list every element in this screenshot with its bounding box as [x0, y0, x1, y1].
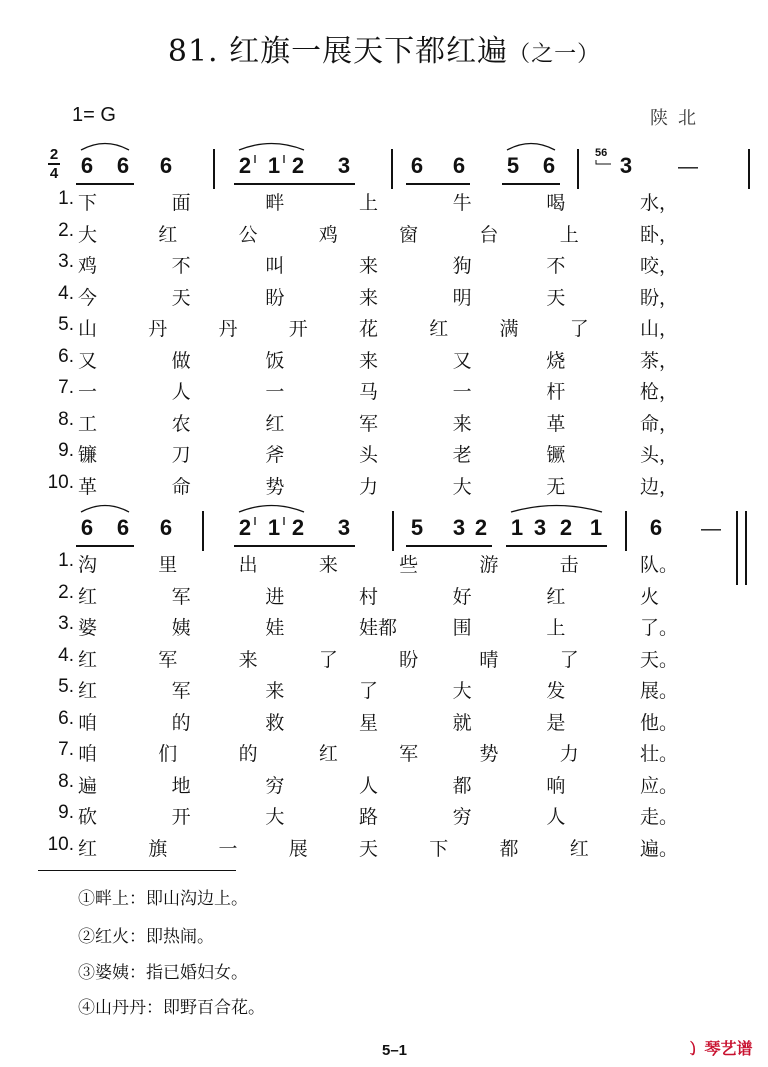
lyric-char: 又 [78, 349, 98, 372]
lyric-char: 农 [171, 412, 191, 435]
sustain-dash: — [701, 518, 721, 540]
verse-number: 6. [58, 345, 74, 367]
lyric-char: 都 [452, 774, 472, 797]
note: 6 [80, 153, 94, 178]
lyric-char: 咬， [640, 255, 679, 277]
slur [81, 506, 129, 513]
lyric-char: 红 [546, 585, 566, 608]
note: 3 [452, 515, 466, 540]
note: 3 [337, 153, 351, 178]
note: 2 [474, 515, 488, 540]
lyric-char: 盼 [399, 648, 419, 671]
note: 6 [116, 515, 130, 540]
lyric-char: 咱 [78, 711, 98, 734]
lyric-char: 红 [429, 318, 449, 340]
lyric-char: 就 [452, 711, 472, 734]
footnote-1: ①畔上：即山沟边上。 [78, 889, 248, 909]
lyric-char: 大 [452, 475, 472, 498]
lyric-char: 队。 [640, 554, 679, 576]
lyric-char: 天 [171, 286, 191, 309]
lyric-char: 红 [158, 223, 178, 246]
lyric-char: 山 [78, 318, 98, 340]
lyric-char: 一 [218, 837, 238, 860]
lyric-char: 上 [359, 192, 379, 214]
verse-number: 6. [58, 707, 74, 729]
lyric-char: 老 [452, 444, 472, 466]
lyric-char: 叫 [265, 255, 285, 277]
lyric-char: 喝 [546, 192, 566, 214]
verse-number: 7. [58, 739, 74, 760]
lyric-char: 沟 [78, 554, 98, 576]
lyric-char: 来 [318, 554, 338, 576]
lyric-char: 花 [359, 318, 379, 340]
lyric-char: 红 [78, 680, 98, 702]
lyric-char: 来 [359, 349, 379, 372]
lyric-char: 大 [78, 223, 98, 246]
lyric-char: 盼， [640, 286, 679, 309]
lyric-char: 了。 [640, 617, 679, 639]
lyric-char: 旗 [148, 837, 168, 860]
lyric-char: 力 [359, 475, 379, 498]
lyric-char: 天 [359, 837, 379, 860]
footnote-3: ③婆姨：指已婚妇女。 [78, 963, 248, 983]
sustain-dash: — [678, 156, 698, 178]
slur [507, 144, 555, 151]
lyric-char: 娃 [265, 617, 285, 639]
note: 3 [619, 153, 633, 178]
lyric-char: 是 [546, 711, 566, 734]
verse-number: 3. [58, 613, 74, 634]
note: 1 [267, 515, 281, 540]
lyric-char: 好 [452, 585, 472, 608]
lyric-char: 人 [171, 381, 191, 403]
verse-number: 9. [58, 440, 74, 461]
lyric-char: 狗 [452, 255, 472, 277]
lyric-char: 了 [559, 648, 579, 671]
lyric-char: 卧， [640, 223, 679, 246]
lyric-char: 发 [546, 680, 566, 702]
lyric-char: 镢 [546, 444, 566, 466]
verse-number: 7. [58, 377, 74, 398]
lyric-char: 军 [359, 412, 379, 435]
lyric-char: 畔 [265, 192, 285, 214]
lyric-char: 星 [359, 711, 379, 734]
lyric-char: 命， [640, 412, 679, 435]
lyric-char: 大 [452, 680, 472, 702]
note: 6 [159, 153, 173, 178]
note: 2 [238, 515, 252, 540]
lyric-char: 开 [171, 806, 191, 828]
lyric-char: 工 [78, 412, 98, 435]
title-main: 81. 红旗一展天下都红遍 [167, 34, 509, 69]
lyric-char: 满 [499, 318, 519, 340]
lyric-char: 杆 [546, 381, 566, 403]
lyric-char: 走。 [640, 806, 679, 828]
lyric-char: 力 [559, 743, 579, 765]
lyric-char: 路 [359, 806, 379, 828]
lyric-char: 军 [171, 585, 191, 608]
lyric-char: 些 [399, 554, 419, 576]
verse-number: 4. [58, 644, 74, 666]
logo-text: 琴艺谱 [704, 1041, 753, 1058]
note: 6 [116, 153, 130, 178]
verse-number: 10. [47, 471, 74, 493]
lyric-char: 开 [288, 318, 308, 340]
lyric-char: 刀 [171, 444, 191, 466]
lyric-char: 应。 [640, 774, 679, 797]
key-signature: 1= G [72, 104, 116, 126]
lyric-char: 人 [546, 806, 566, 828]
verse-number: 2. [58, 581, 74, 603]
time-signature-denominator: 4 [49, 164, 59, 182]
lyric-char: 军 [158, 648, 178, 671]
lyric-char: 响 [546, 774, 566, 797]
lyric-char: 的 [238, 743, 258, 765]
lyric-char: 咱 [78, 743, 98, 765]
lyric-char: 来 [359, 286, 379, 309]
lyric-char: 不 [171, 255, 191, 277]
footnote-4: ④山丹丹：即野百合花。 [78, 998, 265, 1018]
note: 1 [589, 515, 603, 540]
grace-note: 56 [595, 147, 608, 159]
lyric-char: 游 [479, 554, 499, 576]
lyric-char: 都 [499, 837, 519, 860]
verse-number: 1. [58, 188, 74, 209]
lyric-char: 做 [171, 349, 191, 372]
lyric-char: 红 [78, 648, 98, 671]
lyric-char: 大 [265, 806, 285, 828]
note: 6 [410, 153, 424, 178]
lyric-char: 姨 [171, 617, 191, 639]
lyric-char: 红 [78, 837, 98, 860]
lyric-char: 饭 [265, 349, 285, 372]
lyric-char: 丹 [218, 318, 238, 340]
title-suffix: （之一） [508, 42, 601, 67]
lyric-char: 头 [359, 444, 379, 466]
lyric-char: 不 [546, 255, 566, 277]
lyric-char: 了 [569, 318, 589, 340]
note: 1 [267, 153, 281, 178]
note: 3 [337, 515, 351, 540]
lyric-char: 势 [479, 743, 499, 765]
lyric-char: 一 [78, 381, 98, 403]
lyric-char: 边， [640, 475, 679, 498]
lyric-char: 牛 [452, 192, 472, 214]
lyric-char: 遍 [78, 774, 98, 797]
lyric-char: 下 [78, 192, 98, 214]
lyric-char: 镰 [78, 444, 98, 466]
verse-number: 5. [58, 314, 74, 335]
lyric-char: 的 [171, 711, 191, 734]
lyric-char: 来 [265, 680, 285, 702]
page-number: 5–1 [382, 1042, 408, 1059]
lyric-char: 枪， [640, 381, 679, 403]
verse-number: 10. [47, 833, 74, 855]
verse-number: 2. [58, 219, 74, 241]
lyric-char: 盼 [265, 286, 285, 309]
note: 2 [238, 153, 252, 178]
note: 2 [559, 515, 573, 540]
verse-number: 4. [58, 282, 74, 304]
note: 6 [452, 153, 466, 178]
lyric-char: 红 [569, 837, 589, 860]
slur [239, 506, 304, 513]
note: 5 [410, 515, 424, 540]
lyric-char: 晴 [479, 648, 499, 671]
lyric-char: 一 [452, 381, 472, 403]
lyric-char: 来 [359, 255, 379, 277]
lyric-char: 今 [78, 286, 98, 309]
lyric-char: 势 [265, 475, 285, 498]
lyric-char: 们 [158, 743, 178, 765]
lyric-char: 窗 [399, 223, 419, 246]
lyric-char: 救 [265, 711, 285, 734]
lyric-char: 军 [171, 680, 191, 702]
lyric-char: 上 [559, 223, 579, 246]
lyric-char: 天。 [640, 648, 679, 671]
logo-mark-icon: ㇁ [684, 1041, 705, 1058]
verse-number: 1. [58, 550, 74, 571]
lyric-char: 上 [546, 617, 566, 639]
lyric-char: 茶， [640, 349, 679, 372]
note: 6 [542, 153, 556, 178]
verse-number: 8. [58, 408, 74, 430]
lyric-char: 遍。 [640, 837, 679, 860]
slur [511, 506, 602, 513]
lyric-char: 砍 [78, 806, 98, 828]
verse-number: 8. [58, 770, 74, 792]
lyric-char: 展。 [640, 680, 679, 702]
lyric-char: 鸡 [78, 255, 98, 277]
note: 2 [291, 515, 305, 540]
verse-number: 5. [58, 676, 74, 697]
lyric-char: 婆 [78, 617, 98, 639]
lyric-char: 展 [288, 837, 308, 860]
lyric-char: 一 [265, 381, 285, 403]
lyric-char: 红 [265, 412, 285, 435]
lyric-char: 革 [78, 475, 98, 498]
lyric-char: 丹 [148, 318, 168, 340]
lyric-char: 来 [238, 648, 258, 671]
lyric-char: 头， [640, 444, 679, 466]
note: 6 [159, 515, 173, 540]
verse-number: 9. [58, 802, 74, 823]
lyric-char: 明 [452, 286, 472, 309]
lyric-char: 人 [359, 774, 379, 797]
lyric-char: 穷 [452, 806, 472, 828]
lyric-char: 了 [359, 680, 379, 702]
lyric-char: 他。 [640, 711, 679, 734]
lyric-char: 火 [640, 585, 660, 608]
lyric-char: 地 [171, 774, 191, 797]
note: 3 [533, 515, 547, 540]
lyric-char: 娃都 [359, 617, 398, 639]
lyric-char: 水， [640, 192, 679, 214]
lyric-char: 山， [640, 318, 679, 340]
note: 5 [506, 153, 520, 178]
lyric-char: 鸡 [318, 223, 338, 246]
lyric-char: 出 [238, 554, 258, 576]
verse-number: 3. [58, 251, 74, 272]
time-signature-numerator: 2 [49, 146, 59, 163]
lyric-char: 来 [452, 412, 472, 435]
lyric-char: 击 [559, 554, 579, 576]
lyric-char: 村 [359, 585, 379, 608]
lyric-char: 斧 [265, 444, 285, 466]
slur [239, 144, 304, 151]
note: 2 [291, 153, 305, 178]
lyric-char: 马 [359, 381, 379, 403]
lyric-char: 红 [78, 585, 98, 608]
lyric-char: 烧 [546, 349, 566, 372]
footnote-2: ②红火：即热闹。 [78, 927, 214, 947]
lyric-char: 穷 [265, 774, 285, 797]
note: 6 [80, 515, 94, 540]
lyric-char: 面 [171, 192, 191, 214]
lyric-char: 天 [546, 286, 566, 309]
lyric-char: 下 [429, 837, 449, 860]
lyric-char: 又 [452, 349, 472, 372]
lyric-char: 进 [265, 585, 285, 608]
lyric-char: 台 [479, 223, 499, 246]
lyric-char: 红 [318, 743, 338, 765]
lyric-char: 围 [452, 617, 472, 639]
lyric-char: 了 [318, 648, 338, 671]
lyric-char: 公 [238, 223, 258, 246]
lyric-char: 里 [158, 554, 178, 576]
lyric-char: 无 [546, 475, 566, 498]
note: 6 [649, 515, 663, 540]
note: 1 [510, 515, 524, 540]
grace-note-bracket [596, 160, 611, 164]
slur [81, 144, 129, 151]
lyric-char: 命 [171, 475, 191, 498]
lyric-char: 军 [399, 743, 419, 765]
lyric-char: 革 [546, 412, 566, 435]
region-label: 陕北 [650, 108, 706, 129]
lyric-char: 壮。 [640, 743, 679, 765]
